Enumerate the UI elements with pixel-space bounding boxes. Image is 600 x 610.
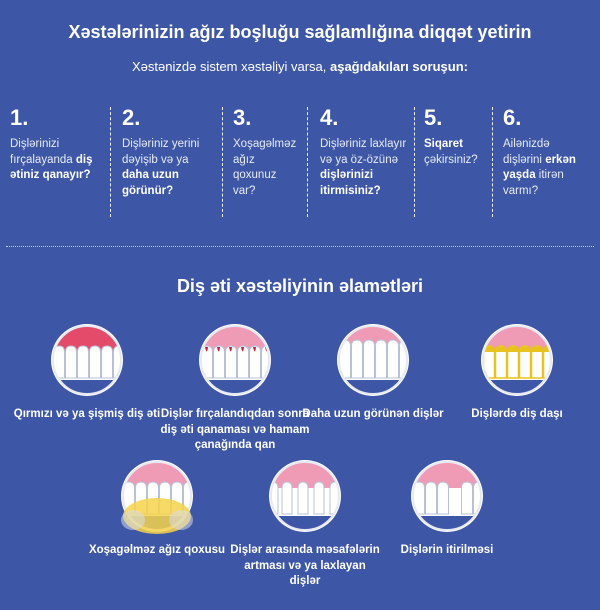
question-number: 3. bbox=[233, 105, 252, 130]
sign-caption: Dişlərdə diş daşı bbox=[471, 408, 563, 420]
page-title: Xəstələrinizin ağız boşluğu sağlamlığına diqqət yetirin bbox=[68, 22, 532, 42]
tartar-shape bbox=[508, 347, 518, 352]
breath-cloud-shape bbox=[121, 510, 145, 530]
tooth-shape bbox=[66, 346, 77, 378]
question-list bbox=[0, 105, 600, 220]
sign-red-gums bbox=[12, 322, 162, 423]
tartar-shape bbox=[520, 347, 530, 352]
tooth-shape bbox=[282, 482, 292, 514]
question-number: 1. bbox=[10, 105, 29, 130]
sign-bad-breath bbox=[82, 458, 232, 559]
divider bbox=[307, 107, 308, 217]
subtitle-bold-text: aşağıdakıları soruşun: bbox=[329, 59, 468, 74]
tartar-shape bbox=[496, 347, 506, 352]
question-text: Dişləriniz laxlayır və ya öz-özünə dişlərinizi itirmisiniz? bbox=[320, 138, 407, 197]
question-text: Dişlərinizi fırçalayanda diş ətiniz qanayır? bbox=[10, 138, 93, 181]
question-number: 4. bbox=[320, 105, 339, 130]
tooth-shape bbox=[90, 346, 101, 378]
question-number: 2. bbox=[122, 105, 141, 130]
question-5 bbox=[424, 105, 486, 217]
sign-long-teeth bbox=[298, 322, 448, 423]
question-1 bbox=[10, 105, 100, 217]
sign-caption: Dişlərin itirilməsi bbox=[400, 544, 494, 556]
question-text: Xoşagəlməz ağız qoxunuz var? bbox=[233, 138, 297, 197]
sign-caption: Dişlər fırçalandıqdan sonra diş əti qanaması və hamam çanağında qan bbox=[160, 408, 310, 451]
question-text: Dişləriniz yerini dəyişib və ya daha uzun görünür? bbox=[122, 138, 200, 197]
tooth-shape bbox=[314, 482, 324, 514]
sign-tartar bbox=[442, 322, 592, 423]
question-text: Siqaret çəkirsiniz? bbox=[424, 138, 478, 166]
tooth-shape bbox=[78, 346, 89, 378]
gaps-between-teeth-icon bbox=[267, 458, 343, 534]
sign-caption: Daha uzun görünən dişlər bbox=[302, 408, 444, 420]
tooth-shape bbox=[102, 346, 113, 378]
tartar-icon bbox=[479, 322, 555, 398]
divider bbox=[414, 107, 415, 217]
divider bbox=[110, 107, 111, 217]
breath-cloud-shape bbox=[169, 510, 193, 530]
section-title: Diş əti xəstəliyinin əlamətləri bbox=[176, 276, 424, 296]
question-4 bbox=[320, 105, 410, 217]
tooth-shape bbox=[376, 340, 387, 378]
tooth-shape bbox=[426, 482, 437, 514]
tooth-shape bbox=[364, 340, 375, 378]
sign-caption: Dişlər arasında məsafələrin artması və ya laxlayan dişlər bbox=[230, 544, 380, 587]
tooth-shape bbox=[438, 482, 449, 514]
bleeding-gums-icon bbox=[197, 322, 273, 398]
divider bbox=[492, 107, 493, 217]
question-2 bbox=[122, 105, 212, 217]
sign-gaps bbox=[230, 458, 380, 590]
red-swollen-gums-icon bbox=[49, 322, 125, 398]
tooth-shape bbox=[388, 340, 399, 378]
sign-caption: Qırmızı və ya şişmiş diş əti bbox=[13, 408, 161, 420]
bad-breath-icon bbox=[119, 458, 195, 534]
question-3 bbox=[233, 105, 295, 217]
sign-bleeding-gums bbox=[160, 322, 310, 454]
question-text: Ailənizdə dişlərini erkən yaşda itirən varmı? bbox=[503, 138, 576, 197]
sign-tooth-loss bbox=[372, 458, 522, 559]
long-teeth-icon bbox=[335, 322, 411, 398]
question-number: 5. bbox=[424, 105, 443, 130]
page-subtitle bbox=[0, 59, 600, 74]
question-6 bbox=[503, 105, 583, 217]
tartar-shape bbox=[532, 347, 542, 352]
tooth-loss-icon bbox=[409, 458, 485, 534]
section-divider bbox=[6, 246, 594, 247]
tooth-shape bbox=[298, 482, 308, 514]
sign-caption: Xoşagəlməz ağız qoxusu bbox=[88, 544, 226, 556]
divider bbox=[222, 107, 223, 217]
question-number: 6. bbox=[503, 105, 522, 130]
tooth-shape bbox=[352, 340, 363, 378]
subtitle-text: Xəstənizdə sistem xəstəliyi varsa, bbox=[132, 59, 330, 74]
tooth-shape bbox=[462, 482, 473, 514]
